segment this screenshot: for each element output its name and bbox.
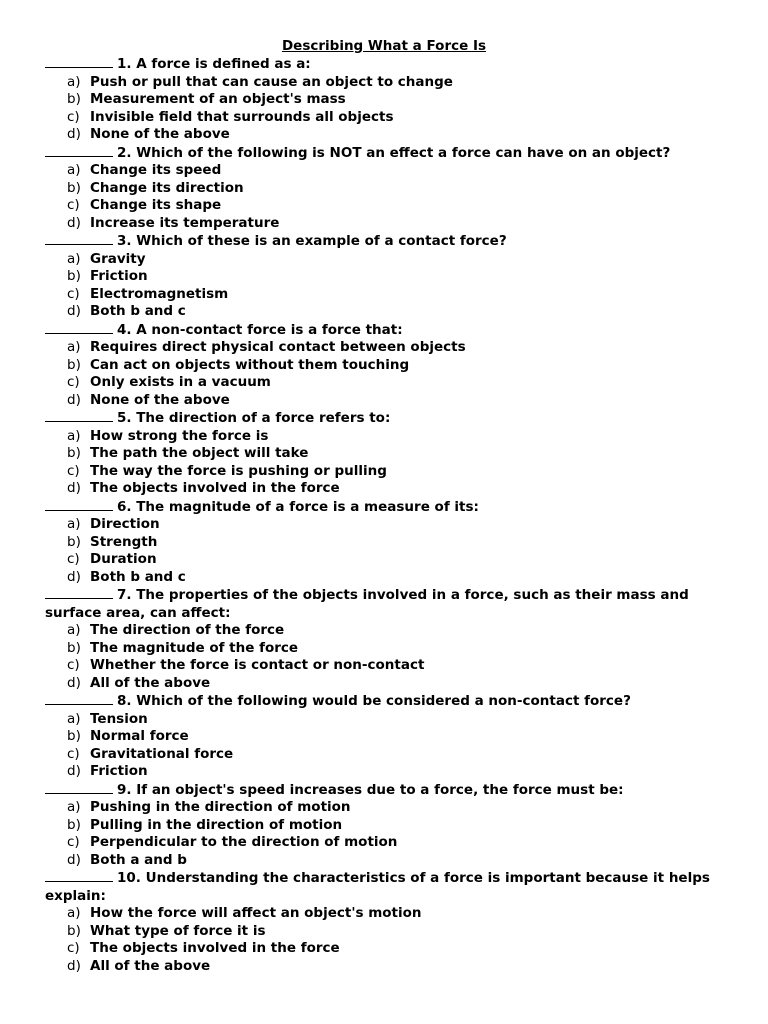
answer-option xyxy=(45,109,735,127)
option-text: None of the above xyxy=(90,391,230,408)
option-text: Gravitational force xyxy=(90,745,234,762)
answer-option xyxy=(45,374,735,392)
answer-blank[interactable] xyxy=(45,869,113,882)
answer-option xyxy=(45,640,735,658)
option-letter: a) xyxy=(67,73,81,90)
answer-option xyxy=(45,445,735,463)
option-letter: c) xyxy=(67,551,80,567)
answer-option xyxy=(45,852,735,870)
option-text: Electromagnetism xyxy=(90,285,229,302)
question-prompt-line xyxy=(45,781,735,800)
option-text: What type of force it is xyxy=(90,922,266,939)
option-letter: d) xyxy=(67,957,81,974)
option-letter: c) xyxy=(67,108,80,125)
option-text: Measurement of an object's mass xyxy=(90,91,346,107)
answer-option xyxy=(45,126,735,144)
option-text: Duration xyxy=(90,551,157,567)
option-text: Change its shape xyxy=(90,197,222,213)
option-letter: b) xyxy=(67,533,81,550)
question-prompt-line xyxy=(45,232,735,251)
option-text: Tension xyxy=(90,710,148,727)
question-prompt-line xyxy=(45,144,735,163)
answer-option xyxy=(45,215,735,233)
answer-option xyxy=(45,551,735,569)
option-letter: b) xyxy=(67,639,81,656)
option-text: None of the above xyxy=(90,126,230,142)
answer-option xyxy=(45,958,735,976)
option-text: The objects involved in the force xyxy=(90,480,340,496)
option-text: Both b and c xyxy=(90,303,186,319)
option-letter: c) xyxy=(67,657,80,673)
answer-blank[interactable] xyxy=(45,409,113,422)
option-letter: d) xyxy=(67,126,81,142)
answer-blank[interactable] xyxy=(45,55,113,68)
option-list xyxy=(45,251,735,321)
answer-option xyxy=(45,480,735,498)
option-letter: a) xyxy=(67,162,81,178)
answer-blank[interactable] xyxy=(45,232,113,245)
option-list xyxy=(45,162,735,232)
answer-option xyxy=(45,569,735,587)
option-text: Invisible field that surrounds all objects xyxy=(90,108,394,125)
option-text: The path the object will take xyxy=(90,445,309,461)
option-letter: d) xyxy=(67,674,81,691)
option-text: All of the above xyxy=(90,674,211,691)
option-letter: a) xyxy=(67,250,81,267)
option-letter: b) xyxy=(67,728,81,744)
option-text: The magnitude of the force xyxy=(90,639,299,656)
option-text: Both b and c xyxy=(90,568,186,585)
option-text: Only exists in a vacuum xyxy=(90,374,271,390)
answer-option xyxy=(45,339,735,357)
answer-option xyxy=(45,180,735,198)
answer-option xyxy=(45,251,735,269)
option-list xyxy=(45,74,735,144)
question-8 xyxy=(45,692,735,781)
option-letter: a) xyxy=(67,905,81,921)
option-text: Pushing in the direction of motion xyxy=(90,799,351,815)
answer-option xyxy=(45,197,735,215)
option-letter: d) xyxy=(67,214,81,231)
option-letter: d) xyxy=(67,851,81,868)
option-text: All of the above xyxy=(90,957,211,974)
option-text: Perpendicular to the direction of motion xyxy=(90,834,398,850)
option-text: Direction xyxy=(90,516,160,532)
answer-option xyxy=(45,357,735,375)
answer-option xyxy=(45,428,735,446)
option-text: Requires direct physical contact between objects xyxy=(90,339,466,355)
option-text: Friction xyxy=(90,763,148,779)
question-prompt: 8. Which of the following would be considered a non-contact force? xyxy=(117,693,631,709)
answer-option xyxy=(45,392,735,410)
option-text: The objects involved in the force xyxy=(90,940,340,956)
option-list xyxy=(45,516,735,586)
answer-option xyxy=(45,516,735,534)
option-list xyxy=(45,339,735,409)
option-letter: a) xyxy=(67,339,81,355)
answer-blank[interactable] xyxy=(45,781,113,794)
option-letter: b) xyxy=(67,179,81,196)
answer-option xyxy=(45,834,735,852)
option-letter: a) xyxy=(67,799,81,815)
answer-option xyxy=(45,711,735,729)
question-4 xyxy=(45,321,735,410)
answer-blank[interactable] xyxy=(45,692,113,705)
answer-option xyxy=(45,940,735,958)
answer-blank[interactable] xyxy=(45,144,113,157)
option-letter: a) xyxy=(67,427,81,444)
option-list xyxy=(45,905,735,975)
question-prompt: 7. The properties of the objects involved in a force, such as their mass and surface area, can affect: xyxy=(45,587,689,621)
question-prompt-line xyxy=(45,586,735,622)
answer-option xyxy=(45,763,735,781)
option-text: Normal force xyxy=(90,728,189,744)
option-letter: c) xyxy=(67,285,80,302)
answer-option xyxy=(45,534,735,552)
option-text: Strength xyxy=(90,533,158,550)
answer-option xyxy=(45,817,735,835)
option-letter: b) xyxy=(67,922,81,939)
option-text: Can act on objects without them touching xyxy=(90,356,410,373)
question-6 xyxy=(45,498,735,587)
option-letter: a) xyxy=(67,710,81,727)
answer-option xyxy=(45,675,735,693)
option-letter: c) xyxy=(67,462,80,479)
answer-option xyxy=(45,657,735,675)
answer-option xyxy=(45,746,735,764)
option-list xyxy=(45,711,735,781)
question-prompt: 6. The magnitude of a force is a measure of its: xyxy=(117,498,479,515)
option-text: Whether the force is contact or non-contact xyxy=(90,657,425,673)
option-text: Pulling in the direction of motion xyxy=(90,816,343,833)
answer-blank[interactable] xyxy=(45,586,113,599)
question-prompt: 9. If an object's speed increases due to a force, the force must be: xyxy=(117,781,624,798)
option-text: Both a and b xyxy=(90,851,187,868)
option-letter: b) xyxy=(67,268,81,284)
option-text: How the force will affect an object's motion xyxy=(90,905,422,921)
answer-option xyxy=(45,728,735,746)
question-prompt: 4. A non-contact force is a force that: xyxy=(117,321,403,338)
option-text: Change its speed xyxy=(90,162,222,178)
option-text: The way the force is pushing or pulling xyxy=(90,462,387,479)
answer-option xyxy=(45,463,735,481)
option-letter: b) xyxy=(67,445,81,461)
question-1 xyxy=(45,55,735,144)
option-text: The direction of the force xyxy=(90,622,285,638)
option-letter: c) xyxy=(67,374,80,390)
answer-option xyxy=(45,303,735,321)
answer-option xyxy=(45,286,735,304)
question-prompt: 3. Which of these is an example of a contact force? xyxy=(117,233,507,249)
answer-blank[interactable] xyxy=(45,498,113,511)
question-prompt-line xyxy=(45,498,735,517)
question-5 xyxy=(45,409,735,498)
question-prompt: 5. The direction of a force refers to: xyxy=(117,410,391,426)
question-2 xyxy=(45,144,735,233)
option-text: Friction xyxy=(90,268,148,284)
question-prompt-line xyxy=(45,55,735,74)
answer-option xyxy=(45,905,735,923)
question-prompt-line xyxy=(45,321,735,340)
answer-option xyxy=(45,162,735,180)
question-prompt-line xyxy=(45,409,735,428)
option-letter: d) xyxy=(67,763,81,779)
option-letter: b) xyxy=(67,91,81,107)
question-9 xyxy=(45,781,735,870)
question-prompt: 10. Understanding the characteristics of a force is important because it helps explain: xyxy=(45,870,710,904)
question-3 xyxy=(45,232,735,321)
option-text: Change its direction xyxy=(90,179,244,196)
option-text: Increase its temperature xyxy=(90,214,280,231)
option-letter: d) xyxy=(67,391,81,408)
option-letter: d) xyxy=(67,480,81,496)
answer-option xyxy=(45,74,735,92)
option-list xyxy=(45,622,735,692)
question-7 xyxy=(45,586,735,692)
option-letter: b) xyxy=(67,816,81,833)
worksheet-title: Describing What a Force Is xyxy=(281,38,487,54)
option-letter: b) xyxy=(67,356,81,373)
question-prompt-line xyxy=(45,692,735,711)
question-list xyxy=(45,55,735,975)
answer-option xyxy=(45,91,735,109)
question-prompt: 1. A force is defined as a: xyxy=(117,56,311,72)
option-letter: c) xyxy=(67,745,80,762)
answer-option xyxy=(45,268,735,286)
option-text: Push or pull that can cause an object to change xyxy=(90,73,453,90)
option-list xyxy=(45,799,735,869)
answer-option xyxy=(45,923,735,941)
question-prompt-line xyxy=(45,869,735,905)
option-letter: a) xyxy=(67,516,81,532)
option-text: Gravity xyxy=(90,250,146,267)
option-text: How strong the force is xyxy=(90,427,269,444)
answer-blank[interactable] xyxy=(45,321,113,334)
option-letter: c) xyxy=(67,940,80,956)
option-letter: a) xyxy=(67,622,81,638)
option-list xyxy=(45,428,735,498)
option-letter: d) xyxy=(67,303,81,319)
option-letter: d) xyxy=(67,568,81,585)
answer-option xyxy=(45,799,735,817)
answer-option xyxy=(45,622,735,640)
question-prompt: 2. Which of the following is NOT an effect a force can have on an object? xyxy=(117,144,671,161)
question-10 xyxy=(45,869,735,975)
option-letter: c) xyxy=(67,834,80,850)
option-letter: c) xyxy=(67,197,80,213)
